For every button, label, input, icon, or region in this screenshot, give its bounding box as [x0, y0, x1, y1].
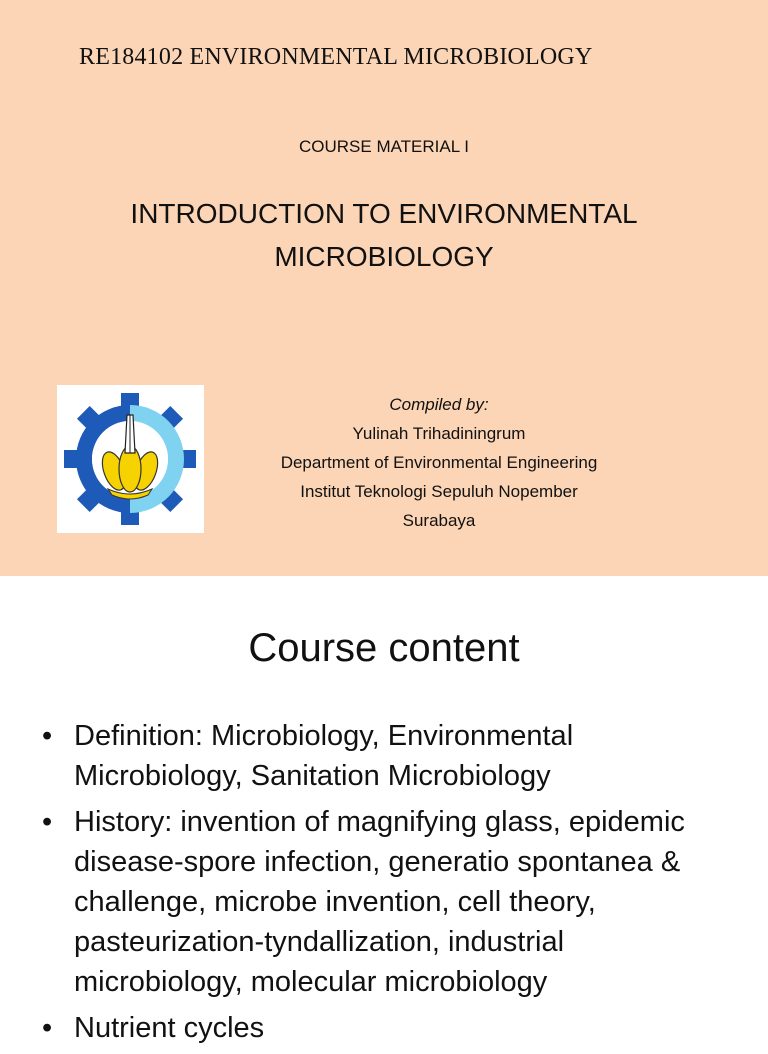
list-item-line: disease-spore infection, generatio spontanea &	[74, 846, 681, 878]
course-material-label: COURSE MATERIAL I	[298, 137, 470, 156]
author-block	[239, 390, 639, 535]
list-item-line: Microbiology, Sanitation Microbiology	[74, 760, 551, 792]
bullet-icon: •	[42, 1012, 53, 1044]
list-item	[42, 1008, 742, 1048]
list-item	[42, 716, 742, 796]
bullet-list	[42, 716, 742, 1054]
city-name: Surabaya	[402, 511, 476, 530]
slide-title	[60, 192, 708, 278]
its-logo-icon	[57, 385, 204, 533]
list-item-line: challenge, microbe invention, cell theory,	[74, 886, 596, 918]
list-item-line: Nutrient cycles	[74, 1012, 265, 1044]
slide-title-line-1: INTRODUCTION TO ENVIRONMENTAL	[130, 198, 638, 229]
list-item-line: Definition: Microbiology, Environmental	[74, 720, 574, 752]
author-name: Yulinah Trihadiningrum	[352, 424, 526, 443]
list-item-line: pasteurization-tyndallization, industrial	[74, 926, 565, 958]
course-content-heading: Course content	[248, 626, 520, 670]
list-item-line: microbiology, molecular microbiology	[74, 966, 548, 998]
compiled-by-label: Compiled by:	[389, 395, 489, 414]
bullet-icon: •	[42, 720, 53, 752]
slide-title-line-2: MICROBIOLOGY	[274, 241, 494, 272]
course-content-slide	[0, 576, 768, 1044]
institute-name: Institut Teknologi Sepuluh Nopember	[300, 482, 578, 501]
list-item-line: History: invention of magnifying glass, epidemic	[74, 806, 685, 838]
course-code-title: RE184102 ENVIRONMENTAL MICROBIOLOGY	[79, 44, 593, 70]
list-item	[42, 802, 742, 1002]
department-name: Department of Environmental Engineering	[280, 453, 598, 472]
bullet-icon: •	[42, 806, 53, 838]
